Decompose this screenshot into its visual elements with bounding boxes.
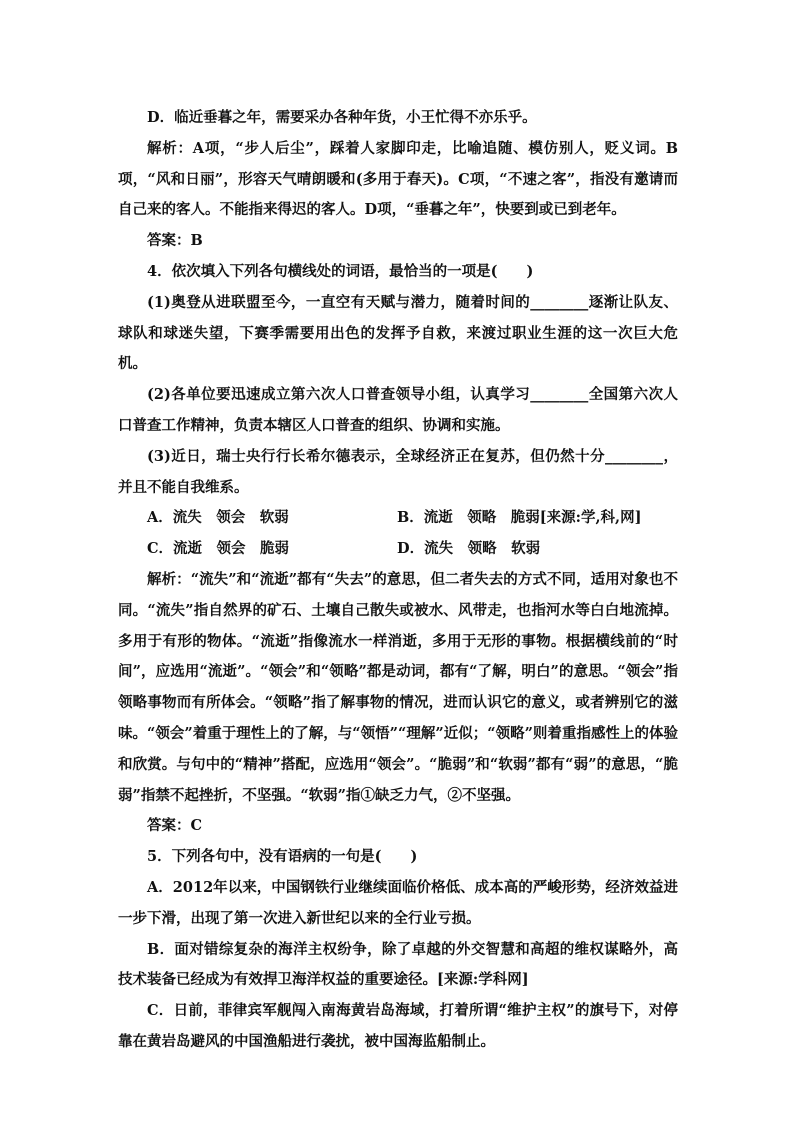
q3-answer: 答案：B [147, 232, 203, 250]
q4-option-c: C．流逝 领会 脆弱 [147, 540, 290, 558]
q3-analysis: 解析：A项，“步人后尘”，踩着人家脚印走，比喻追随、模仿别人，贬义词。B项，“风和日丽”，形容天气晴朗暖和(多用于春天)。C项，“不速之客”，指没有邀请而自己来的客人。不能指来得迟的客人。D项，“垂暮之年”，快要到或已到老年。 [118, 139, 678, 219]
q5-option-a: A．2012年以来，中国钢铁行业继续面临价格低、成本高的严峻形势，经济效益进一步下滑，出现了第一次进入新世纪以来的全行业亏损。 [118, 878, 678, 927]
q3-option-d: D．临近垂暮之年，需要采办各种年货，小王忙得不亦乐乎。 [147, 109, 537, 126]
q4-option-d: D．流失 领略 软弱 [397, 540, 541, 558]
q4-sentence-1: (1)奥登从进联盟至今，一直空有天赋与潜力，随着时间的________逐渐让队友、球队和球迷失望，下赛季需要用出色的发挥予自救，来渡过职业生涯的这一次巨大危机。 [118, 293, 678, 373]
q4-options-row-2 [118, 534, 678, 565]
q4-option-b: B．流逝 领略 脆弱[来源:学,科,网] [397, 509, 642, 527]
q5-option-b: B．面对错综复杂的海洋主权纷争，除了卓越的外交智慧和高超的维权谋略外，高技术装备已经成为有效捍卫海洋权益的重要途径。[来源:学科网] [118, 940, 678, 989]
q4-options-row-1 [118, 503, 678, 534]
q4-option-a: A．流失 领会 软弱 [147, 509, 289, 527]
q5-stem: 5．下列各句中，没有语病的一句是( ) [147, 848, 418, 866]
q5-option-c: C．日前，菲律宾军舰闯入南海黄岩岛海域，打着所谓“维护主权”的旗号下，对停靠在黄岩岛避风的中国渔船进行袭扰，被中国海监船制止。 [118, 1002, 678, 1050]
q4-sentence-2: (2)各单位要迅速成立第六次人口普查领导小组，认真学习________全国第六次人口普查工作精神，负责本辖区人口普查的组织、协调和实施。 [118, 386, 678, 434]
q4-sentence-3: (3)近日，瑞士央行行长希尔德表示，全球经济正在复苏，但仍然十分________，并且不能自我维系。 [118, 447, 678, 496]
q4-analysis: 解析：“流失”和“流逝”都有“失去”的意思，但二者失去的方式不同，适用对象也不同。“流失”指自然界的矿石、土壤自己散失或被水、风带走，也指河水等白白地流掉。多用于有形的物体。“流逝”指像流水一样消逝，多用于无形的事物。根据横线前的“时间”，应选用“流逝”。“领会”和“领略”都是动词，都有“了解，明白”的意思。“领会”指领略事物而有所体会。“领略”指了解事物的情况，进而认识它的意义，或者辨别它的滋味。“领会”着重于理性上的了解，与“领悟”“理解”近似；“领略”则着重指感性上的体验和欣赏。与句中的“精神”搭配，应选用“领会”。“脆弱”和“软弱”都有“弱”的意思，“脆弱”指禁不起挫折，不坚强。“软弱”指①缺乏力气，②不坚强。 [118, 570, 678, 804]
document-content [118, 103, 678, 1058]
q4-answer: 答案：C [147, 817, 203, 835]
q4-stem: 4．依次填入下列各句横线处的词语，最恰当的一项是( ) [147, 262, 534, 280]
